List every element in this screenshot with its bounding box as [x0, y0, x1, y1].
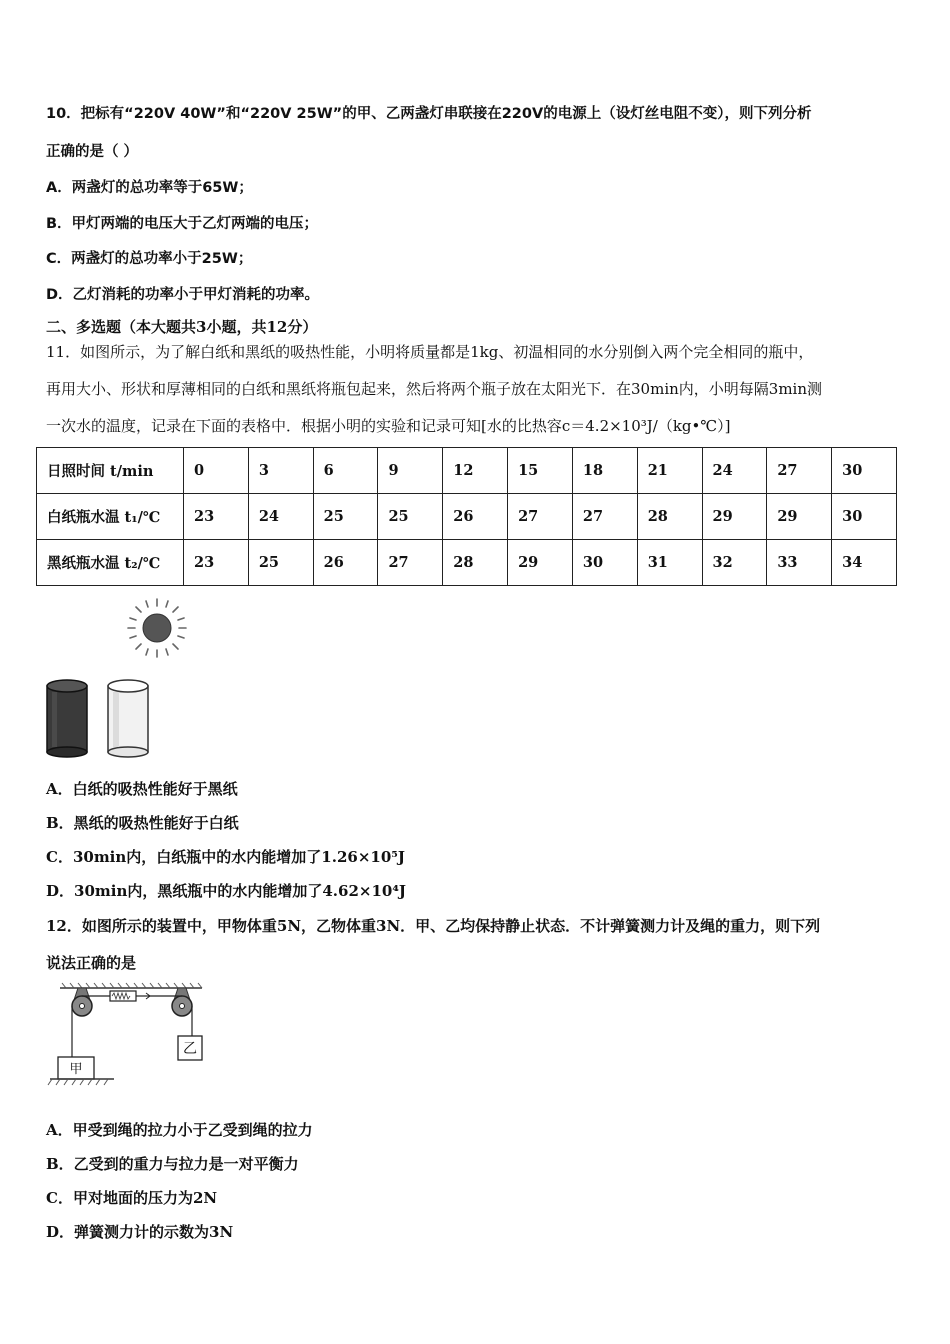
table-row-black: [37, 540, 897, 586]
white-bottle-icon: [108, 680, 148, 757]
table-cell: 23: [184, 494, 249, 540]
temperature-table: [36, 447, 897, 586]
table-cell: 28: [637, 494, 702, 540]
q12-option-a: A．甲受到绳的拉力小于乙受到绳的拉力: [46, 1121, 313, 1139]
table-cell: 24: [702, 448, 767, 494]
table-cell: 9: [378, 448, 443, 494]
q12-stem-line1: 12．如图所示的装置中，甲物体重5N，乙物体重3N．甲、乙均保持静止状态．不计弹簧测力计及绳的重力，则下列: [46, 917, 821, 935]
table-cell: 23: [184, 540, 249, 586]
bottles-illustration: [44, 678, 156, 758]
table-cell: 26: [313, 540, 378, 586]
table-cell: 27: [508, 494, 573, 540]
q12-option-d: D．弹簧测力计的示数为3N: [46, 1223, 234, 1241]
table-cell: 25: [378, 494, 443, 540]
q10-option-a: A．两盏灯的总功率等于65W；: [46, 180, 253, 196]
section-heading: 二、多选题（本大题共3小题，共12分）: [46, 318, 318, 336]
label-jia: 甲: [69, 1062, 83, 1077]
q11-stem-line3: 一次水的温度，记录在下面的表格中．根据小明的实验和记录可知[水的比热容c＝4.2×10³J/（kg•℃）]: [46, 417, 731, 435]
table-cell: 30: [832, 448, 897, 494]
q11-option-d: D．30min内，黑纸瓶中的水内能增加了4.62×10⁴J: [46, 882, 407, 900]
table-cell: 25: [248, 540, 313, 586]
table-cell: 30: [572, 540, 637, 586]
table-cell: 0: [184, 448, 249, 494]
table-cell: 15: [508, 448, 573, 494]
table-cell: 29: [767, 494, 832, 540]
q12-stem-line2: 说法正确的是: [46, 954, 137, 972]
q11-option-a: A．白纸的吸热性能好于黑纸: [46, 780, 238, 798]
table-cell: 27: [378, 540, 443, 586]
table-row-white: [37, 494, 897, 540]
table-cell: 12: [443, 448, 508, 494]
table-cell: 31: [637, 540, 702, 586]
table-cell: 18: [572, 448, 637, 494]
table-cell: 34: [832, 540, 897, 586]
table-cell: 27: [767, 448, 832, 494]
table-cell: 27: [572, 494, 637, 540]
table-cell: 30: [832, 494, 897, 540]
table-header-time: 日照时间 t/min: [37, 448, 184, 494]
q10-option-c: C．两盏灯的总功率小于25W；: [46, 251, 253, 267]
table-cell: 24: [248, 494, 313, 540]
pulley-apparatus-diagram: [46, 982, 208, 1092]
table-row-time: [37, 448, 897, 494]
q10-option-d: D．乙灯消耗的功率小于甲灯消耗的功率。: [46, 287, 320, 303]
table-cell: 25: [313, 494, 378, 540]
table-cell: 32: [702, 540, 767, 586]
table-cell: 33: [767, 540, 832, 586]
table-header-white: 白纸瓶水温 t₁/℃: [37, 494, 184, 540]
q10-stem-line1: 10．把标有“220V 40W”和“220V 25W”的甲、乙两盏灯串联接在220V的电源上（设灯丝电阻不变），则下列分析: [46, 106, 812, 122]
q12-option-c: C．甲对地面的压力为2N: [46, 1189, 218, 1207]
table-cell: 21: [637, 448, 702, 494]
table-cell: 28: [443, 540, 508, 586]
table-cell: 29: [702, 494, 767, 540]
black-bottle-icon: [47, 680, 87, 757]
table-cell: 6: [313, 448, 378, 494]
table-header-black: 黑纸瓶水温 t₂/℃: [37, 540, 184, 586]
label-yi: 乙: [183, 1041, 197, 1057]
q11-option-c: C．30min内，白纸瓶中的水内能增加了1.26×10⁵J: [46, 848, 405, 866]
sun-icon: [124, 597, 190, 659]
table-cell: 3: [248, 448, 313, 494]
table-cell: 29: [508, 540, 573, 586]
q11-stem-line2: 再用大小、形状和厚薄相同的白纸和黑纸将瓶包起来，然后将两个瓶子放在太阳光下．在30min内，小明每隔3min测: [46, 380, 822, 398]
q10-option-b: B．甲灯两端的电压大于乙灯两端的电压；: [46, 216, 319, 232]
q12-option-b: B．乙受到的重力与拉力是一对平衡力: [46, 1155, 299, 1173]
q10-stem-line2: 正确的是（ ）: [46, 144, 139, 160]
q11-stem-line1: 11．如图所示，为了解白纸和黑纸的吸热性能，小明将质量都是1kg、初温相同的水分别倒入两个完全相同的瓶中，: [46, 343, 814, 361]
q11-option-b: B．黑纸的吸热性能好于白纸: [46, 814, 239, 832]
table-cell: 26: [443, 494, 508, 540]
